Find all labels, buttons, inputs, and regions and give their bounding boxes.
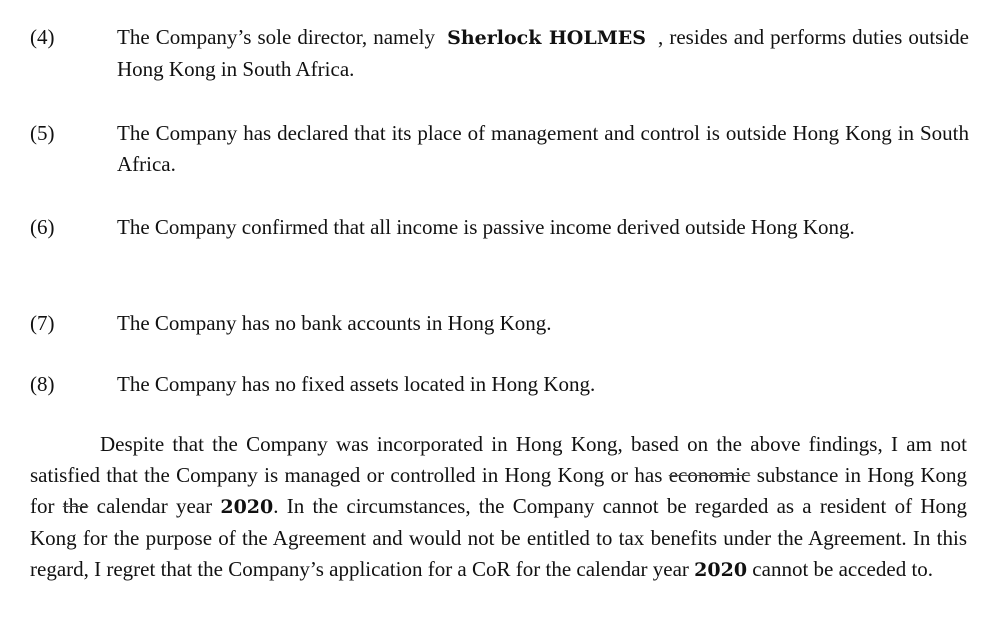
item-text: The Company has no fixed assets located in Hong Kong. (117, 372, 596, 396)
paragraph-text-3: calendar year (88, 494, 221, 518)
item-number: (6) (30, 215, 55, 239)
item-number: (7) (30, 311, 55, 335)
paragraph-text-2: substance in Hong Kong for (30, 463, 967, 518)
item-text: The Company has no bank accounts in Hong Kong. (117, 311, 552, 335)
conclusion-paragraph (30, 429, 967, 586)
item-number: (4) (30, 25, 55, 49)
director-name: Sherlock HOLMES (447, 27, 646, 49)
item-number: (8) (30, 372, 55, 396)
calendar-year-2: 2020 (694, 559, 748, 581)
item-text-after: , resides and performs duties outside Hong Kong in South Africa. (117, 25, 969, 81)
item-text: The Company has declared that its place of management and control is outside Hong Kong in South Africa. (117, 121, 969, 176)
paragraph-text-4: . In the circumstances, the Company cannot be regarded as a resident of Hong Kong for the purpose of the Agreement and would not be entitled to tax benefits under the Agreement. In this regard, I regret that the Company’s application for a CoR for the calendar year (30, 494, 967, 581)
item-text: The Company confirmed that all income is passive income derived outside Hong Kong. (117, 215, 855, 239)
paragraph-struck-word-2: the (62, 494, 89, 518)
paragraph-text-1: Despite that the Company was incorporated in Hong Kong, based on the above findings, I am not satisfied that the Company is managed or controlled in Hong Kong or has (30, 432, 967, 487)
calendar-year-1: 2020 (220, 496, 274, 518)
item-number: (5) (30, 121, 55, 145)
paragraph-text-5: cannot be acceded to. (747, 557, 934, 581)
paragraph-struck-word-1: economic (668, 463, 751, 487)
item-text-before: The Company’s sole director, namely (117, 25, 436, 49)
item-text (117, 22, 969, 85)
